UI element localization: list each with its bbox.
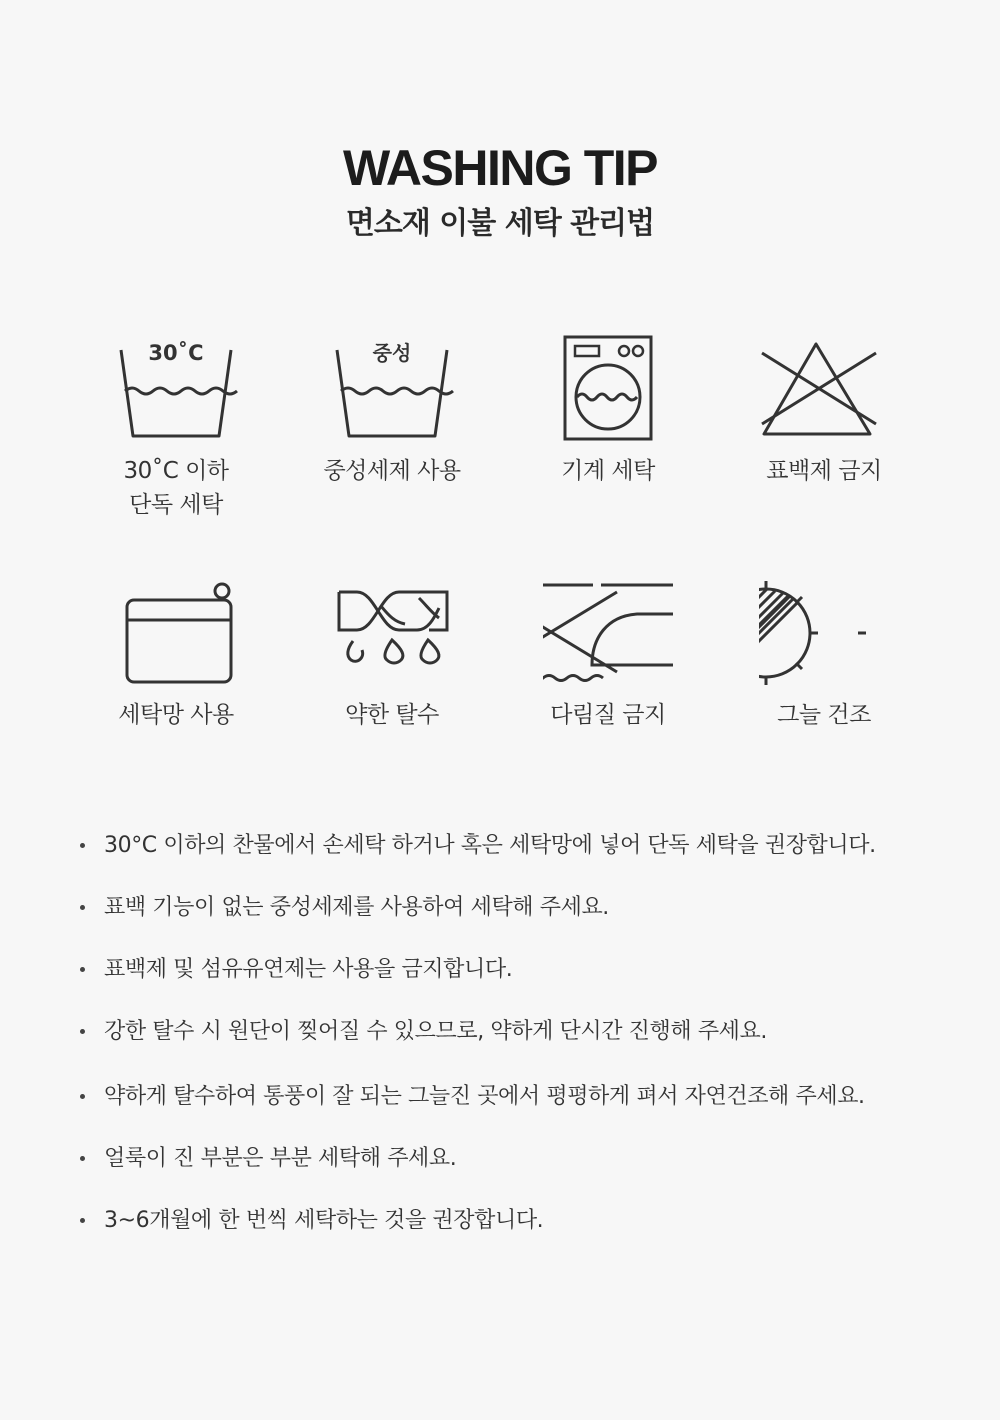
care-label: 다림질 금지 xyxy=(550,702,666,728)
bullet-icon xyxy=(80,843,85,848)
wash-30-icon xyxy=(111,334,241,454)
bullet-icon xyxy=(80,1218,85,1223)
tip-item: 강한 탈수 시 원단이 찢어질 수 있으므로, 약하게 단시간 진행해 주세요. xyxy=(78,1012,958,1052)
tip-item: 얼룩이 진 부분은 부분 세탁해 주세요. xyxy=(78,1139,958,1179)
care-label: 약한 탈수 xyxy=(345,702,439,728)
care-label: 그늘 건조 xyxy=(777,702,871,728)
tip-item: 표백 기능이 없는 중성세제를 사용하여 세탁해 주세요. xyxy=(78,888,958,928)
neutral-detergent-icon xyxy=(327,334,457,454)
svg-text:중성: 중성 xyxy=(372,341,412,365)
care-item-wash-30 xyxy=(68,334,284,522)
care-label: 기계 세탁 xyxy=(561,458,655,484)
care-item-gentle-wring xyxy=(284,578,500,732)
laundry-net-icon xyxy=(111,578,241,698)
gentle-wring-icon xyxy=(327,578,457,698)
bullet-icon xyxy=(80,1156,85,1161)
page-title: WASHING TIP xyxy=(342,140,658,196)
bullet-icon xyxy=(80,1094,85,1099)
care-label: 표백제 금지 xyxy=(766,458,882,484)
page-subtitle: 면소재 이불 세탁 관리법 xyxy=(345,206,655,241)
tip-item: 약하게 탈수하여 통풍이 잘 되는 그늘진 곳에서 평평하게 펴서 자연건조해 주세요. xyxy=(78,1077,958,1117)
care-item-laundry-net xyxy=(68,578,284,732)
bullet-icon xyxy=(80,967,85,972)
tip-item: 표백제 및 섬유유연제는 사용을 금지합니다. xyxy=(78,950,958,990)
tip-item: 3~6개월에 한 번씩 세탁하는 것을 권장합니다. xyxy=(78,1201,958,1241)
care-item-no-bleach xyxy=(716,334,932,488)
tip-item: 30°C 이하의 찬물에서 손세탁 하거나 혹은 세탁망에 넣어 단독 세탁을 권장합니다. xyxy=(78,826,958,866)
care-item-shade-dry xyxy=(716,578,932,732)
no-bleach-icon xyxy=(759,334,889,454)
care-item-washing-machine xyxy=(500,334,716,488)
care-label: 30˚C 이하 단독 세탁 xyxy=(123,458,229,518)
care-item-neutral-detergent xyxy=(284,334,500,488)
care-label: 중성세제 사용 xyxy=(323,458,461,484)
care-item-no-iron xyxy=(500,578,716,732)
svg-text:30˚C: 30˚C xyxy=(148,341,204,365)
bullet-icon xyxy=(80,905,85,910)
care-label: 세탁망 사용 xyxy=(118,702,234,728)
care-tips-list xyxy=(78,826,958,1241)
bullet-icon xyxy=(80,1029,85,1034)
shade-dry-icon xyxy=(759,578,889,698)
washing-machine-icon xyxy=(543,334,673,454)
no-iron-icon xyxy=(543,578,673,698)
